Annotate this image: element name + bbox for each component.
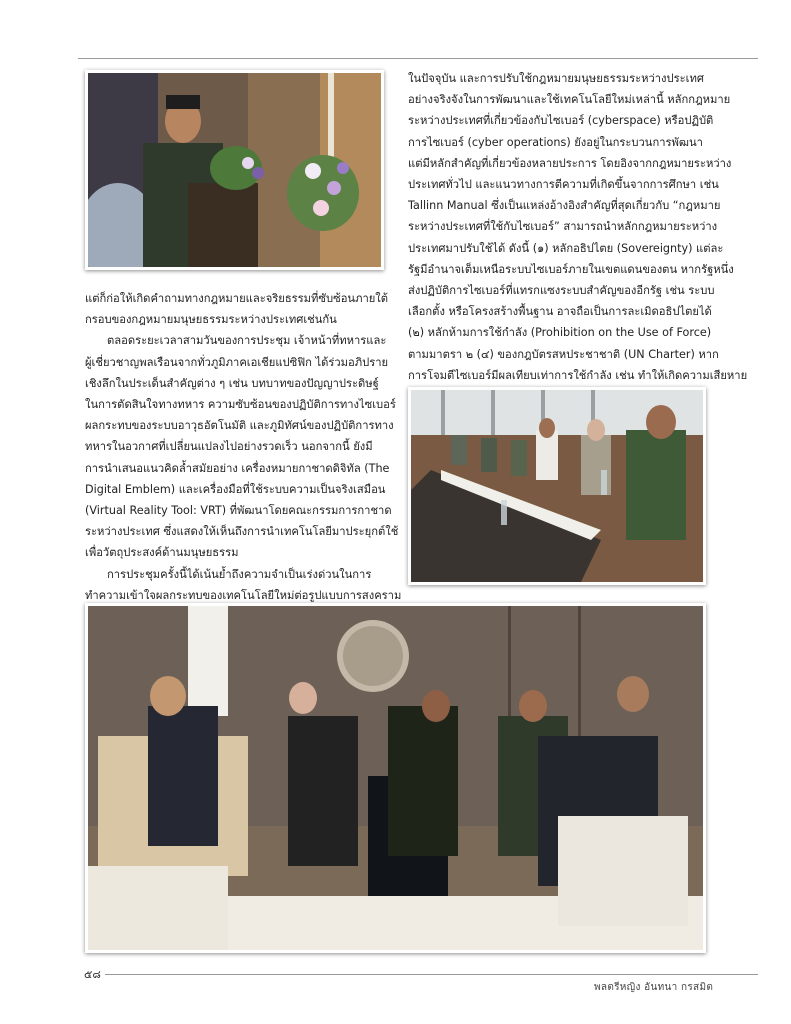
page-number: ๕๘	[84, 968, 101, 981]
right-column-text	[408, 68, 748, 386]
text-line: ตลอดระยะเวลาสามวันของการประชุม เจ้าหน้าที่ทหารและ	[107, 334, 387, 348]
meeting-photo	[408, 387, 706, 585]
text-line: ในปัจจุบัน และการปรับใช้กฎหมายมนุษยธรรมระหว่างประเทศ	[408, 72, 704, 85]
speaker-photo	[85, 70, 384, 270]
text-line: ทำความเข้าใจผลกระทบของเทคโนโลยีใหม่ต่อรูปแบบการสงคราม	[85, 588, 402, 602]
text-line: อย่างจริงจังในการพัฒนาและใช้เทคโนโลยีใหม่เหล่านี้ หลักกฎหมาย	[408, 93, 731, 107]
delegates-photo	[85, 603, 706, 953]
text-line: ผลกระทบของระบบอาวุธอัตโนมัติ และภูมิทัศน์ของปฏิบัติการทาง	[85, 419, 394, 433]
text-line: การนำเสนอแนวคิดล้ำสมัยอย่าง เครื่องหมายกาชาดดิจิทัล (The	[85, 461, 390, 475]
text-line: แต่มีหลักสำคัญที่เกี่ยวข้องหลายประการ โดยอิงจากกฎหมายระหว่าง	[408, 156, 732, 170]
text-line: แต่ก็ก่อให้เกิดคำถามทางกฎหมายและจริยธรรมที่ซับซ้อนภายใต้	[85, 292, 389, 305]
text-line: รัฐมีอำนาจเต็มเหนือระบบไซเบอร์ภายในเขตแดนของตน หากรัฐหนึ่ง	[408, 262, 734, 276]
text-line: ผู้เชี่ยวชาญพลเรือนจากทั่วภูมิภาคเอเชียแปซิฟิก ได้ร่วมอภิปราย	[85, 355, 389, 369]
footer-rule	[105, 974, 758, 975]
footer-author: พลตรีหญิง อันทนา กรสมิต	[594, 982, 714, 993]
text-line: ระหว่างประเทศที่เกี่ยวข้องกับไซเบอร์ (cyberspace) หรือปฏิบัติ	[408, 114, 714, 128]
text-line: กรอบของกฎหมายมนุษยธรรมระหว่างประเทศเช่นกัน	[85, 313, 337, 327]
text-line: ส่งปฏิบัติการไซเบอร์ที่แทรกแซงระบบสำคัญของอีกรัฐ เช่น ระบบ	[408, 284, 715, 298]
text-line: การประชุมครั้งนี้ได้เน้นย้ำถึงความจำเป็นเร่งด่วนในการ	[107, 567, 372, 581]
text-line: Tallinn Manual ซึ่งเป็นแหล่งอ้างอิงสำคัญที่สุดเกี่ยวกับ “กฎหมาย	[408, 199, 721, 213]
text-line: ระหว่างประเทศ ซึ่งแสดงให้เห็นถึงการนำเทคโนโลยีมาประยุกต์ใช้	[85, 525, 399, 539]
text-line: Digital Emblem) และเครื่องมือที่ใช้ระบบความเป็นจริงเสมือน	[85, 482, 386, 496]
text-line: ในการตัดสินใจทางทหาร ความซับซ้อนของปฏิบัติการทางไซเบอร์	[85, 398, 396, 412]
header-rule	[78, 58, 758, 59]
text-line: เพื่อวัตถุประสงค์ด้านมนุษยธรรม	[85, 546, 239, 560]
text-line: การไซเบอร์ (cyber operations) ยังอยู่ในกระบวนการพัฒนา	[408, 135, 703, 149]
text-line: การโจมตีไซเบอร์มีผลเทียบเท่าการใช้กำลัง เช่น ทำให้เกิดความเสียหาย	[408, 368, 748, 382]
left-column-text	[85, 288, 402, 606]
text-line: (Virtual Reality Tool: VRT) ที่พัฒนาโดยคณะกรรมการกาชาด	[85, 504, 392, 518]
text-line: เลือกตั้ง หรือโครงสร้างพื้นฐาน อาจถือเป็นการละเมิดอธิปไตยได้	[408, 305, 712, 319]
text-line: (๒) หลักห้ามการใช้กำลัง (Prohibition on the Use of Force)	[408, 326, 712, 340]
text-line: ประเทศทั่วไป และแนวทางการตีความที่เกิดขึ้นจากการศึกษา เช่น	[408, 178, 719, 192]
text-line: ประเทศมาปรับใช้ได้ ดังนี้ (๑) หลักอธิปไตย (Sovereignty) แต่ละ	[408, 241, 724, 255]
text-line: ทหารในอวกาศที่เปลี่ยนแปลงไปอย่างรวดเร็ว นอกจากนี้ ยังมี	[85, 440, 373, 454]
text-line: เชิงลึกในประเด็นสำคัญต่าง ๆ เช่น บทบาทของปัญญาประดิษฐ์	[85, 376, 379, 390]
text-line: ระหว่างประเทศที่ใช้กับไซเบอร์” สามารถนำหลักกฎหมายระหว่าง	[408, 220, 718, 234]
text-line: ตามมาตรา ๒ (๔) ของกฎบัตรสหประชาชาติ (UN Charter) หาก	[408, 347, 719, 361]
